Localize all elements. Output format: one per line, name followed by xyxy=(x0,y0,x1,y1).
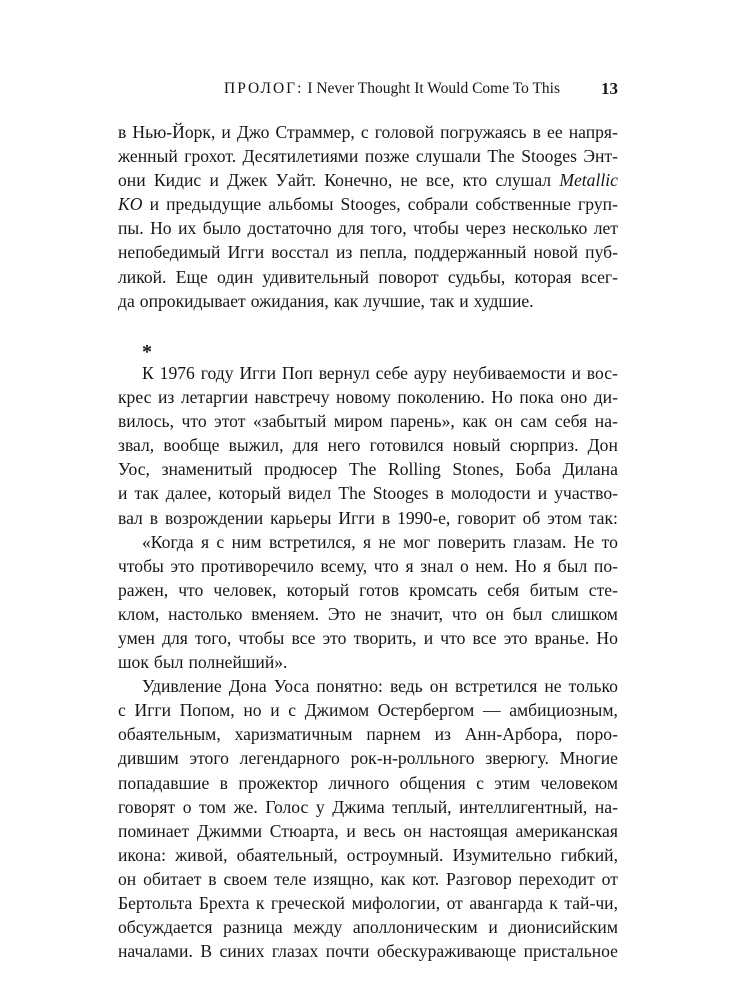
text-line: они Кидис и Джек Уайт. Конечно, не все, кто слушал Metallic xyxy=(118,170,618,191)
text-line: клом, настолько вменяем. Это не значит, что он был слишком xyxy=(118,603,618,624)
text-line: «Когда я с ним встретился, я не мог поверить глазам. Не то xyxy=(142,531,618,552)
running-title xyxy=(224,76,560,102)
text-line: звал, вообще выжил, для него готовился новый сюрприз. Дон xyxy=(118,435,618,456)
text-line: женный грохот. Десятилетиями позже слушали The Stooges Энт- xyxy=(118,146,618,167)
text-line: обаятельным, харизматичным парнем из Анн-Арбора, поро- xyxy=(118,724,618,745)
text-line: Удивление Дона Уоса понятно: ведь он встретился не только xyxy=(142,676,618,697)
section-gap xyxy=(118,313,618,337)
text-line: чтобы это противоречило всему, что я знал о нем. Но я был по- xyxy=(118,555,618,576)
text-line: обсуждается разница между аполлоническим и дионисийским xyxy=(118,917,618,938)
section-break-asterisk: * xyxy=(142,340,152,363)
text-line: пы. Но их было достаточно для того, чтобы через несколько лет xyxy=(118,218,618,239)
text-line: говорят о том же. Голос у Джима теплый, интеллигентный, на- xyxy=(118,796,618,817)
text-line: дившим этого легендарного рок-н-ролльного зверюгу. Многие xyxy=(118,748,618,769)
text-line: шок был полнейший». xyxy=(118,652,288,673)
prologue-label: ПРОЛОГ: xyxy=(224,80,304,97)
text-line: Бертольта Брехта к греческой мифологии, от авангарда к тай-чи, xyxy=(118,893,618,913)
text-line: непобедимый Игги восстал из пепла, поддержанный новой пуб- xyxy=(118,242,618,263)
paragraph xyxy=(118,530,618,675)
text-line: умен для того, чтобы все это творить, и что все это вранье. Но xyxy=(118,627,618,648)
text-line: с Игги Попом, но и с Джимом Остербергом — амбициозным, xyxy=(118,700,618,721)
text-line: и так далее, который видел The Stooges в молодости и участво- xyxy=(118,483,618,504)
text-line: KO и предыдущие альбомы Stooges, собрали собственные груп- xyxy=(118,194,618,215)
text-line: в Нью-Йорк, и Джо Страммер, с головой погружаясь в ее напря- xyxy=(118,122,618,142)
text-line: К 1976 году Игги Поп вернул себе ауру неубиваемости и вос- xyxy=(142,362,618,383)
text-line: ликой. Еще один удивительный поворот судьбы, которая всег- xyxy=(118,266,618,287)
text-line: вал в возрождении карьеры Игги в 1990-е, говорит об этом так: xyxy=(118,507,618,528)
chapter-title: I Never Thought It Would Come To This xyxy=(307,80,560,97)
text-line: ражен, что человек, который готов кромсать себя битым сте- xyxy=(118,579,618,600)
running-header xyxy=(118,76,618,102)
text-line: Уос, знаменитый продюсер The Rolling Stones, Боба Дилана xyxy=(118,459,618,480)
paragraph xyxy=(118,674,618,963)
text-line: икона: живой, обаятельный, остроумный. Изумительно гибкий, xyxy=(118,844,618,865)
text-line: крес из летаргии навстречу новому поколению. Но пока оно ди- xyxy=(118,387,618,408)
text-line: началами. В синих глазах почти обескураживающе пристальное xyxy=(118,941,618,962)
text-line: он обитает в своем теле изящно, как кот. Разговор переходит от xyxy=(118,868,618,889)
paragraph xyxy=(118,120,618,313)
text-line: поминает Джимми Стюарта, и весь он настоящая американская xyxy=(118,820,618,841)
text-line: да опрокидывает ожидания, как лучшие, так и худшие. xyxy=(118,290,534,311)
page-number: 13 xyxy=(601,79,618,98)
text-line: попадавшие в прожектор личного общения с этим человеком xyxy=(118,772,618,793)
paragraph xyxy=(118,361,618,530)
text-line: вилось, что этот «забытый миром парень», как он сам себя на- xyxy=(118,411,618,432)
body-text xyxy=(118,120,618,963)
